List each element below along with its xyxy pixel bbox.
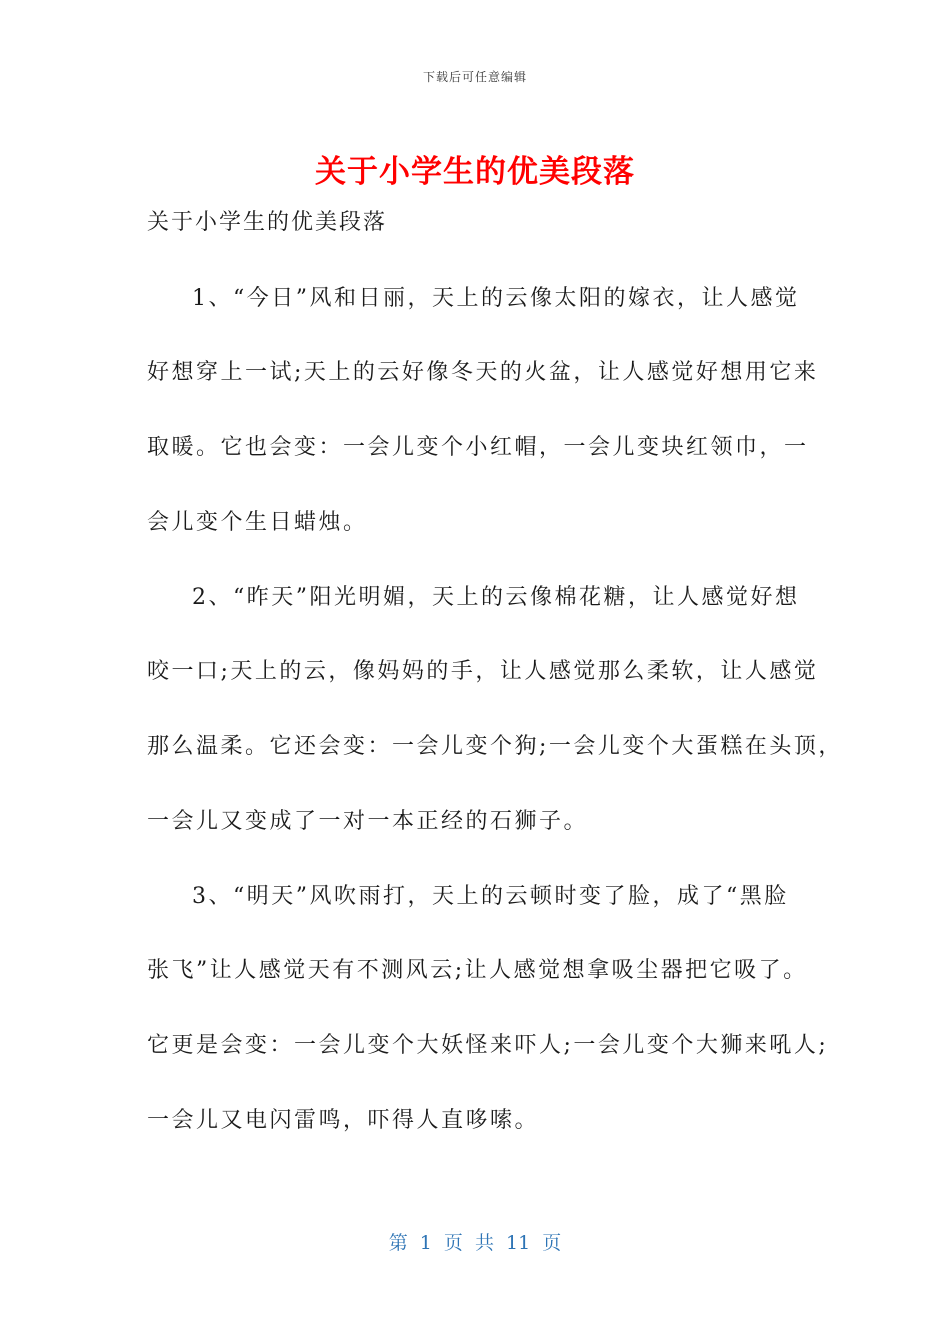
paragraph-2-line-3: 那么温柔。它还会变：一会儿变个狗;一会儿变个大蛋糕在头顶， [147,734,843,759]
paragraph-1-line-4: 会儿变个生日蜡烛。 [147,510,368,535]
paragraph-3-line-4: 一会儿又电闪雷鸣，吓得人直哆嗦。 [147,1108,540,1133]
page-number-footer: 第 1 页 共 11 页 [388,1232,562,1254]
paragraph-3-line-1: 3、“明天”风吹雨打，天上的云顿时变了脸，成了“黑脸 [192,884,789,909]
paragraph-3-line-3: 它更是会变：一会儿变个大妖怪来吓人;一会儿变个大狮来吼人; [147,1033,829,1058]
paragraph-2-line-1: 2、“昨天”阳光明媚，天上的云像棉花糖，让人感觉好想 [192,585,800,610]
paragraph-3-line-2: 张飞”让人感觉天有不测风云;让人感觉想拿吸尘器把它吸了。 [147,958,808,983]
paragraph-1-line-2: 好想穿上一试;天上的云好像冬天的火盆，让人感觉好想用它来 [147,360,819,385]
document-subtitle: 关于小学生的优美段落 [147,210,388,235]
paragraph-1-line-3: 取暖。它也会变：一会儿变个小红帽，一会儿变块红领巾，一 [147,435,809,460]
document-title: 关于小学生的优美段落 [315,154,635,190]
paragraph-1-line-1: 1、“今日”风和日丽，天上的云像太阳的嫁衣，让人感觉 [192,286,800,311]
paragraph-2-line-4: 一会儿又变成了一对一本正经的石狮子。 [147,809,589,834]
header-note: 下载后可任意编辑 [422,70,527,84]
paragraph-2-line-2: 咬一口;天上的云，像妈妈的手，让人感觉那么柔软，让人感觉 [147,659,819,684]
